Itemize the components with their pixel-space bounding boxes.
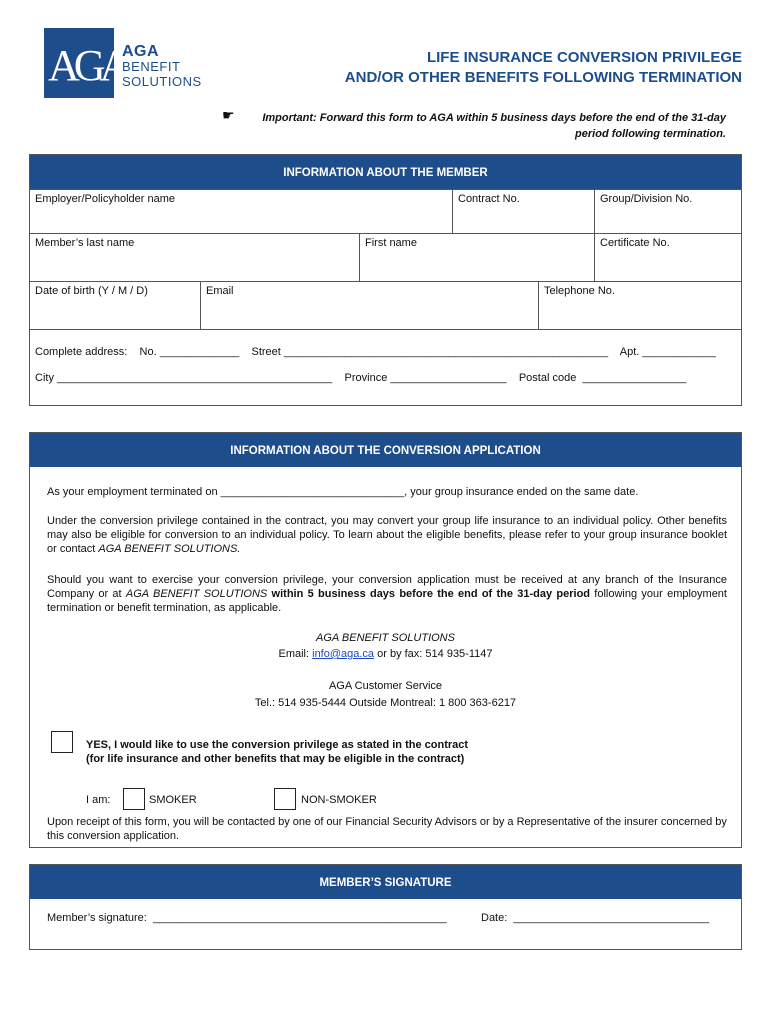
- email-field[interactable]: [200, 282, 538, 329]
- para2-text: Under the conversion privilege contained in the contract, you may convert your group life insurance to an individual policy. Other benefits may also be eligible for conversion to an individual policy. To learn about the eligible benefits, please refer to your group insurance booklet or contact: [47, 515, 727, 555]
- yes-line-1: YES, I would like to use the conversion privilege as stated in the contract: [86, 739, 469, 751]
- application-deadline-paragraph: [47, 573, 727, 615]
- member-section-heading: INFORMATION ABOUT THE MEMBER: [30, 155, 741, 189]
- smoker-label: SMOKER: [149, 794, 197, 806]
- last-name-label: Member’s last name: [35, 237, 135, 249]
- contact-block: [30, 630, 741, 662]
- telephone-field[interactable]: [538, 282, 741, 329]
- telephone-label: Telephone No.: [544, 285, 615, 297]
- member-information-section: [29, 154, 742, 406]
- conversion-application-section: [29, 432, 742, 848]
- member-address-row: [30, 329, 741, 405]
- last-name-field[interactable]: [30, 234, 359, 281]
- group-field[interactable]: [594, 190, 741, 233]
- conversion-privilege-paragraph: [47, 514, 727, 556]
- pointing-hand-icon: ☛: [222, 107, 235, 123]
- para3-text: Should you want to exercise your conversion privilege, your conversion application must be received at any branch of the Insurance Company or at: [47, 574, 727, 600]
- dob-label: Date of birth (Y / M / D): [35, 285, 148, 297]
- notice-line-2: period following termination.: [575, 128, 726, 140]
- email-prefix: Email:: [278, 648, 313, 660]
- address-line[interactable]: Complete address: No. _____________ Street _____________________________________________________ Apt. ____________: [35, 346, 716, 358]
- non-smoker-label: NON-SMOKER: [301, 794, 377, 806]
- dob-field[interactable]: [30, 282, 200, 329]
- conversion-section-heading: INFORMATION ABOUT THE CONVERSION APPLICATION: [30, 433, 741, 467]
- receipt-paragraph: Upon receipt of this form, you will be contacted by one of our Financial Security Advisors or by a Representative of the insurer concerned by this conversion application.: [47, 816, 727, 842]
- date-line[interactable]: Date: ________________________________: [481, 912, 710, 924]
- yes-conversion-checkbox[interactable]: [51, 731, 73, 753]
- para3-company: AGA BENEFIT SOLUTIONS: [125, 588, 268, 600]
- logo-initials: AGA: [48, 41, 126, 90]
- service-name: AGA Customer Service: [328, 680, 443, 692]
- employer-field[interactable]: [30, 190, 452, 233]
- fax-text: or by fax: 514 935-1147: [374, 648, 493, 660]
- first-name-label: First name: [365, 237, 417, 249]
- first-name-field[interactable]: [359, 234, 594, 281]
- signature-section-heading: MEMBER’S SIGNATURE: [30, 865, 741, 899]
- aga-logo-mark: [44, 28, 126, 98]
- employer-label: Employer/Policyholder name: [35, 193, 176, 205]
- smoker-checkbox[interactable]: [123, 788, 145, 810]
- notice-line-1: Important: Forward this form to AGA within 5 business days before the end of the 31-day: [262, 112, 726, 124]
- para2-company: AGA BENEFIT SOLUTIONS.: [98, 543, 241, 555]
- certificate-field[interactable]: [594, 234, 741, 281]
- member-row-3: [30, 281, 741, 329]
- important-notice: [206, 110, 726, 142]
- contract-field[interactable]: [452, 190, 594, 233]
- email-label: Email: [206, 285, 234, 297]
- yes-line-2: (for life insurance and other benefits that may be eligible in the contract): [86, 753, 465, 765]
- email-link[interactable]: info@aga.ca: [312, 648, 375, 660]
- logo-line-3: SOLUTIONS: [122, 74, 202, 89]
- title-line-1: LIFE INSURANCE CONVERSION PRIVILEGE: [426, 49, 742, 66]
- logo-line-2: BENEFIT: [122, 59, 181, 74]
- document-title: [345, 48, 742, 88]
- city-line[interactable]: City _____________________________________________ Province ___________________ Postal code _________________: [35, 372, 687, 384]
- non-smoker-checkbox[interactable]: [274, 788, 296, 810]
- contract-label: Contract No.: [458, 193, 520, 205]
- i-am-label: I am:: [86, 794, 111, 806]
- group-label: Group/Division No.: [600, 193, 693, 205]
- para3-deadline: within 5 business days before the end of the 31-day period: [267, 588, 591, 600]
- logo-wordmark: [122, 44, 202, 89]
- contact-company: AGA BENEFIT SOLUTIONS: [316, 632, 455, 644]
- logo-line-1: AGA: [122, 43, 160, 60]
- member-row-1: [30, 189, 741, 233]
- member-signature-section: [29, 864, 742, 950]
- yes-conversion-text: [86, 738, 468, 766]
- signature-line[interactable]: Member’s signature: ________________________________________________: [47, 912, 447, 924]
- title-line-2: AND/OR OTHER BENEFITS FOLLOWING TERMINATION: [344, 69, 742, 86]
- certificate-label: Certificate No.: [600, 237, 670, 249]
- customer-service-block: [30, 678, 741, 711]
- para3-end: following your employment termination or benefit termination, as applicable.: [47, 588, 727, 614]
- contact-email-line: [30, 646, 741, 662]
- member-row-2: [30, 233, 741, 281]
- company-logo: [44, 28, 214, 98]
- employment-terminated-line[interactable]: As your employment terminated on ______________________________, your group insurance ended on the same date.: [47, 486, 639, 498]
- service-phone: Tel.: 514 935-5444 Outside Montreal: 1 800 363-6217: [254, 697, 517, 709]
